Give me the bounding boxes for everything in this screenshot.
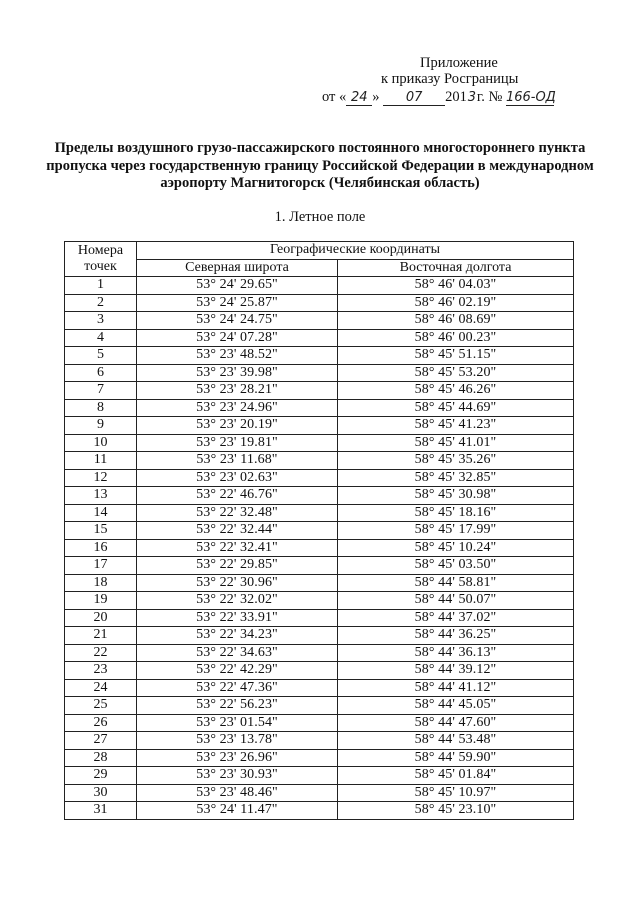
longitude-cell: 58° 45' 41.01" — [338, 434, 574, 452]
latitude-cell: 53° 22' 32.48" — [137, 504, 338, 522]
longitude-cell: 58° 44' 47.60" — [338, 714, 574, 732]
longitude-cell: 58° 45' 30.98" — [338, 487, 574, 505]
order-day: 24 — [346, 91, 372, 106]
latitude-cell: 53° 23' 13.78" — [137, 732, 338, 750]
longitude-cell: 58° 45' 51.15" — [338, 347, 574, 365]
longitude-cell: 58° 44' 59.90" — [338, 749, 574, 767]
point-number-cell: 20 — [65, 609, 137, 627]
longitude-cell: 58° 44' 50.07" — [338, 592, 574, 610]
year-after: г. № — [476, 89, 503, 105]
table-row — [65, 644, 574, 662]
table-row — [65, 539, 574, 557]
longitude-cell: 58° 45' 03.50" — [338, 557, 574, 575]
table-row — [65, 382, 574, 400]
date-mid: » — [372, 89, 380, 105]
table-row — [65, 294, 574, 312]
point-number-cell: 4 — [65, 329, 137, 347]
point-number-cell: 21 — [65, 627, 137, 645]
point-number-cell: 18 — [65, 574, 137, 592]
latitude-cell: 53° 24' 11.47" — [137, 802, 338, 820]
point-number-cell: 25 — [65, 697, 137, 715]
column-header-coordinates: Географические координаты — [137, 242, 574, 260]
latitude-cell: 53° 22' 56.23" — [137, 697, 338, 715]
point-number-cell: 17 — [65, 557, 137, 575]
latitude-cell: 53° 23' 20.19" — [137, 417, 338, 435]
table-row — [65, 399, 574, 417]
latitude-cell: 53° 22' 30.96" — [137, 574, 338, 592]
order-month: 07 — [383, 91, 445, 106]
section-title: 1. Летное поле — [274, 209, 366, 225]
table-row — [65, 679, 574, 697]
table-row — [65, 522, 574, 540]
longitude-cell: 58° 45' 23.10" — [338, 802, 574, 820]
longitude-cell: 58° 45' 17.99" — [338, 522, 574, 540]
point-number-cell: 13 — [65, 487, 137, 505]
table-row — [65, 452, 574, 470]
latitude-cell: 53° 22' 32.44" — [137, 522, 338, 540]
point-number-cell: 31 — [65, 802, 137, 820]
latitude-cell: 53° 23' 30.93" — [137, 767, 338, 785]
order-number: 166-ОД — [505, 90, 556, 105]
table-row — [65, 277, 574, 295]
point-number-cell: 15 — [65, 522, 137, 540]
point-number-cell: 22 — [65, 644, 137, 662]
table-row — [65, 487, 574, 505]
point-number-cell: 10 — [65, 434, 137, 452]
order-date-line — [322, 88, 554, 106]
longitude-cell: 58° 45' 53.20" — [338, 364, 574, 382]
point-number-cell: 8 — [65, 399, 137, 417]
point-number-cell: 19 — [65, 592, 137, 610]
point-number-cell: 7 — [65, 382, 137, 400]
longitude-cell: 58° 46' 00.23" — [338, 329, 574, 347]
document-title: Пределы воздушного грузо-пассажирского постоянного многостороннего пункта пропуска через государственную границу Российской Федерации в международном аэропорту Магнитогорск (Челябинская область) — [46, 140, 594, 191]
point-number-cell: 16 — [65, 539, 137, 557]
table-row — [65, 627, 574, 645]
table-row — [65, 504, 574, 522]
longitude-cell: 58° 44' 41.12" — [338, 679, 574, 697]
latitude-cell: 53° 22' 32.02" — [137, 592, 338, 610]
column-header-number: Номера точек — [65, 242, 137, 277]
table-row — [65, 767, 574, 785]
longitude-cell: 58° 45' 35.26" — [338, 452, 574, 470]
point-number-cell: 9 — [65, 417, 137, 435]
appendix-label: Приложение — [420, 55, 498, 71]
latitude-cell: 53° 23' 48.52" — [137, 347, 338, 365]
coordinates-table-body — [65, 277, 574, 820]
table-row — [65, 434, 574, 452]
latitude-cell: 53° 23' 48.46" — [137, 784, 338, 802]
latitude-cell: 53° 23' 01.54" — [137, 714, 338, 732]
latitude-cell: 53° 23' 02.63" — [137, 469, 338, 487]
year-prefix: 201 — [445, 89, 467, 105]
latitude-cell: 53° 23' 11.68" — [137, 452, 338, 470]
latitude-cell: 53° 23' 26.96" — [137, 749, 338, 767]
point-number-cell: 24 — [65, 679, 137, 697]
longitude-cell: 58° 44' 39.12" — [338, 662, 574, 680]
point-number-cell: 27 — [65, 732, 137, 750]
latitude-cell: 53° 23' 19.81" — [137, 434, 338, 452]
year-suffix: 3 — [467, 90, 477, 105]
latitude-cell: 53° 23' 24.96" — [137, 399, 338, 417]
longitude-cell: 58° 44' 53.48" — [338, 732, 574, 750]
table-row — [65, 312, 574, 330]
longitude-cell: 58° 45' 18.16" — [338, 504, 574, 522]
latitude-cell: 53° 22' 34.23" — [137, 627, 338, 645]
column-header-longitude: Восточная долгота — [338, 259, 574, 277]
table-row — [65, 347, 574, 365]
latitude-cell: 53° 24' 07.28" — [137, 329, 338, 347]
table-row — [65, 329, 574, 347]
longitude-cell: 58° 45' 46.26" — [338, 382, 574, 400]
table-row — [65, 609, 574, 627]
latitude-cell: 53° 23' 39.98" — [137, 364, 338, 382]
coordinates-table — [64, 241, 574, 820]
latitude-cell: 53° 24' 25.87" — [137, 294, 338, 312]
point-number-cell: 11 — [65, 452, 137, 470]
point-number-cell: 29 — [65, 767, 137, 785]
latitude-cell: 53° 22' 46.76" — [137, 487, 338, 505]
point-number-cell: 2 — [65, 294, 137, 312]
latitude-cell: 53° 22' 29.85" — [137, 557, 338, 575]
latitude-cell: 53° 22' 32.41" — [137, 539, 338, 557]
longitude-cell: 58° 45' 44.69" — [338, 399, 574, 417]
longitude-cell: 58° 45' 10.97" — [338, 784, 574, 802]
point-number-cell: 23 — [65, 662, 137, 680]
longitude-cell: 58° 44' 36.25" — [338, 627, 574, 645]
latitude-cell: 53° 22' 34.63" — [137, 644, 338, 662]
order-label: к приказу Росграницы — [381, 71, 519, 87]
column-header-latitude: Северная широта — [137, 259, 338, 277]
point-number-cell: 12 — [65, 469, 137, 487]
table-row — [65, 802, 574, 820]
longitude-cell: 58° 46' 02.19" — [338, 294, 574, 312]
latitude-cell: 53° 23' 28.21" — [137, 382, 338, 400]
longitude-cell: 58° 46' 04.03" — [338, 277, 574, 295]
latitude-cell: 53° 22' 42.29" — [137, 662, 338, 680]
table-row — [65, 732, 574, 750]
longitude-cell: 58° 45' 10.24" — [338, 539, 574, 557]
point-number-cell: 30 — [65, 784, 137, 802]
longitude-cell: 58° 44' 37.02" — [338, 609, 574, 627]
table-row — [65, 417, 574, 435]
point-number-cell: 14 — [65, 504, 137, 522]
longitude-cell: 58° 46' 08.69" — [338, 312, 574, 330]
table-row — [65, 469, 574, 487]
table-row — [65, 784, 574, 802]
date-prefix: от « — [322, 89, 347, 105]
point-number-cell: 26 — [65, 714, 137, 732]
table-row — [65, 557, 574, 575]
latitude-cell: 53° 22' 47.36" — [137, 679, 338, 697]
longitude-cell: 58° 45' 01.84" — [338, 767, 574, 785]
table-row — [65, 662, 574, 680]
point-number-cell: 1 — [65, 277, 137, 295]
longitude-cell: 58° 45' 41.23" — [338, 417, 574, 435]
longitude-cell: 58° 45' 32.85" — [338, 469, 574, 487]
point-number-cell: 3 — [65, 312, 137, 330]
table-row — [65, 592, 574, 610]
longitude-cell: 58° 44' 36.13" — [338, 644, 574, 662]
longitude-cell: 58° 44' 45.05" — [338, 697, 574, 715]
point-number-cell: 5 — [65, 347, 137, 365]
point-number-cell: 28 — [65, 749, 137, 767]
latitude-cell: 53° 22' 33.91" — [137, 609, 338, 627]
table-row — [65, 714, 574, 732]
table-row — [65, 749, 574, 767]
latitude-cell: 53° 24' 29.65" — [137, 277, 338, 295]
table-row — [65, 364, 574, 382]
latitude-cell: 53° 24' 24.75" — [137, 312, 338, 330]
longitude-cell: 58° 44' 58.81" — [338, 574, 574, 592]
table-row — [65, 574, 574, 592]
point-number-cell: 6 — [65, 364, 137, 382]
table-row — [65, 697, 574, 715]
